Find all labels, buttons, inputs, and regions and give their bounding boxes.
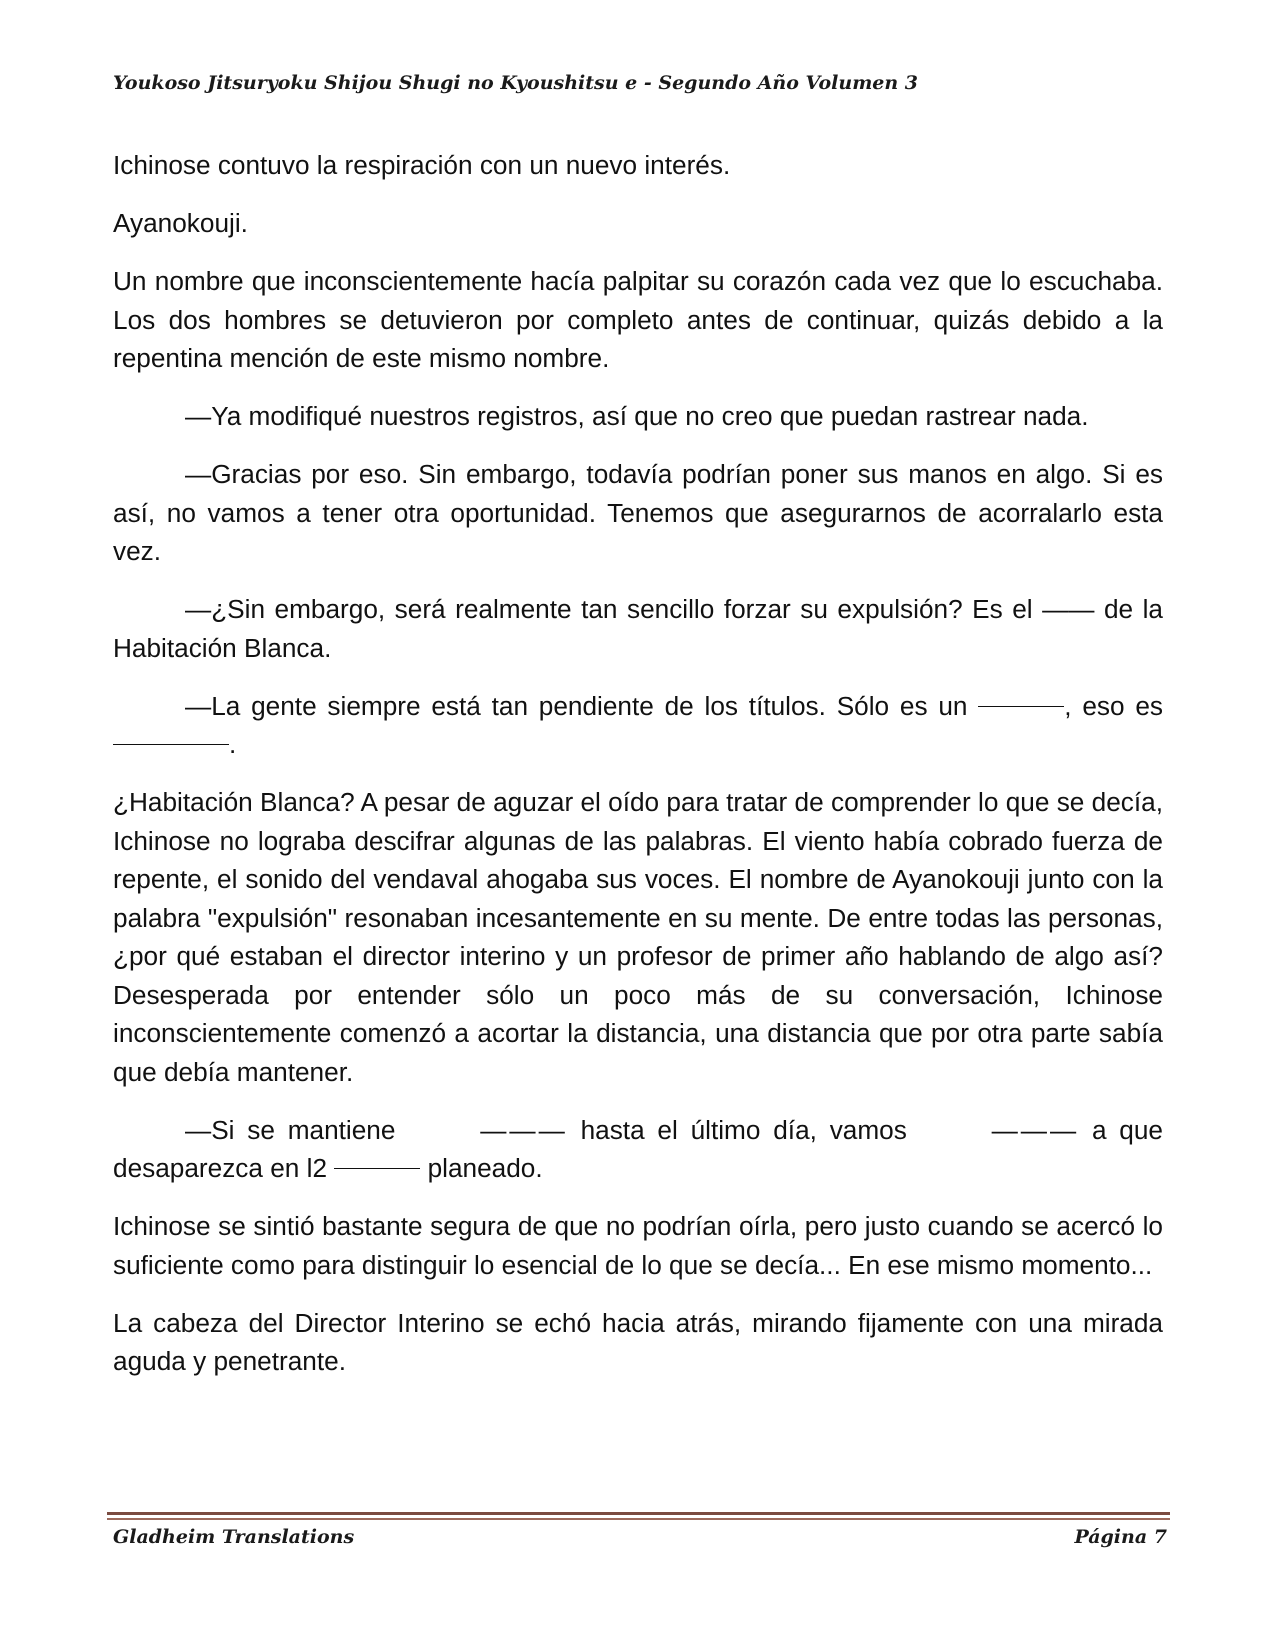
paragraph-1: Ichinose contuvo la respiración con un nuevo interés. [113, 150, 731, 180]
dialog-7-text-c: . [229, 729, 237, 759]
dialog-6-text-a: —¿Sin embargo, será realmente tan sencillo forzar su expulsión? Es el [185, 594, 1043, 624]
paragraph-2: Ayanokouji. [113, 208, 248, 238]
page-header-title: Youkoso Jitsuryoku Shijou Shugi no Kyoushitsu e - Segundo Año Volumen 3 [113, 72, 919, 94]
dialog-9-text-a: —Si se mantiene [185, 1114, 409, 1145]
dialog-paragraph-6 [113, 590, 1163, 667]
dialog-9-text-c: a que desaparezca en l2 [113, 1114, 1164, 1183]
page-content [113, 146, 1163, 1400]
dialog-7-text-a: —La gente siempre está tan pendiente de los títulos. Sólo es un [185, 690, 979, 721]
footer-translator: Gladheim Translations [113, 1526, 355, 1548]
paragraph-10: Ichinose se sintió bastante segura de que no podrían oírla, pero justo cuando se acercó lo suficiente como para distinguir lo esencial de lo que se decía... En ese mismo momento... [113, 1211, 1163, 1280]
dialog-7-text-b: , eso es [1064, 690, 1163, 721]
dialog-paragraph-7 [113, 687, 1163, 764]
dialog-paragraph-4: —Ya modifiqué nuestros registros, así que no creo que puedan rastrear nada. [185, 401, 1089, 431]
dialog-6-dash: —— [1042, 594, 1095, 624]
dialog-7-blank-1 [978, 706, 1064, 707]
dialog-9-text-b: hasta el último día, vamos [567, 1114, 920, 1145]
paragraph-11: La cabeza del Director Interino se echó hacia atrás, mirando fijamente con una mirada aguda y penetrante. [113, 1307, 1163, 1376]
dialog-paragraph-5: —Gracias por eso. Sin embargo, todavía podrían poner sus manos en algo. Si es así, no vamos a tener otra oportunidad. Tenemos que asegurarnos de acorralarlo esta vez. [113, 459, 1163, 566]
footer-page-number: Página 7 [1074, 1526, 1167, 1548]
dialog-7-blank-2 [113, 744, 229, 745]
paragraph-3: Un nombre que inconscientemente hacía palpitar su corazón cada vez que lo escuchaba. Los dos hombres se detuvieron por completo antes de continuar, quizás debido a la repentina mención de este mismo nombre. [113, 266, 1163, 373]
dialog-6-text-b: de la Habitación Blanca. [113, 594, 1163, 663]
dialog-9-blank [334, 1168, 420, 1169]
paragraph-8: ¿Habitación Blanca? A pesar de aguzar el oído para tratar de comprender lo que se decía, Ichinose no lograba descifrar algunas de las palabras. El viento había cobrado fuerza de repente, el sonido del vendaval ahogaba sus voces. El nombre de Ayanokouji junto con la palabra "expulsión" resonaban incesantemente en su mente. De entre todas las personas, ¿por qué estaban el director interino y un profesor de primer año hablando de algo así? Desesperada por entender sólo un poco más de su conversación, Ichinose inconscientemente comenzó a acortar la distancia, una distancia que por otra parte sabía que debía mantener. [113, 787, 1163, 1087]
dialog-9-dash-2: ——— [991, 1114, 1080, 1145]
footer-divider-bottom [107, 1518, 1170, 1520]
footer-divider-top [107, 1512, 1170, 1515]
dialog-paragraph-9 [113, 1111, 1163, 1188]
dialog-9-text-d: planeado. [420, 1153, 543, 1183]
dialog-9-dash-1: ——— [480, 1114, 568, 1145]
